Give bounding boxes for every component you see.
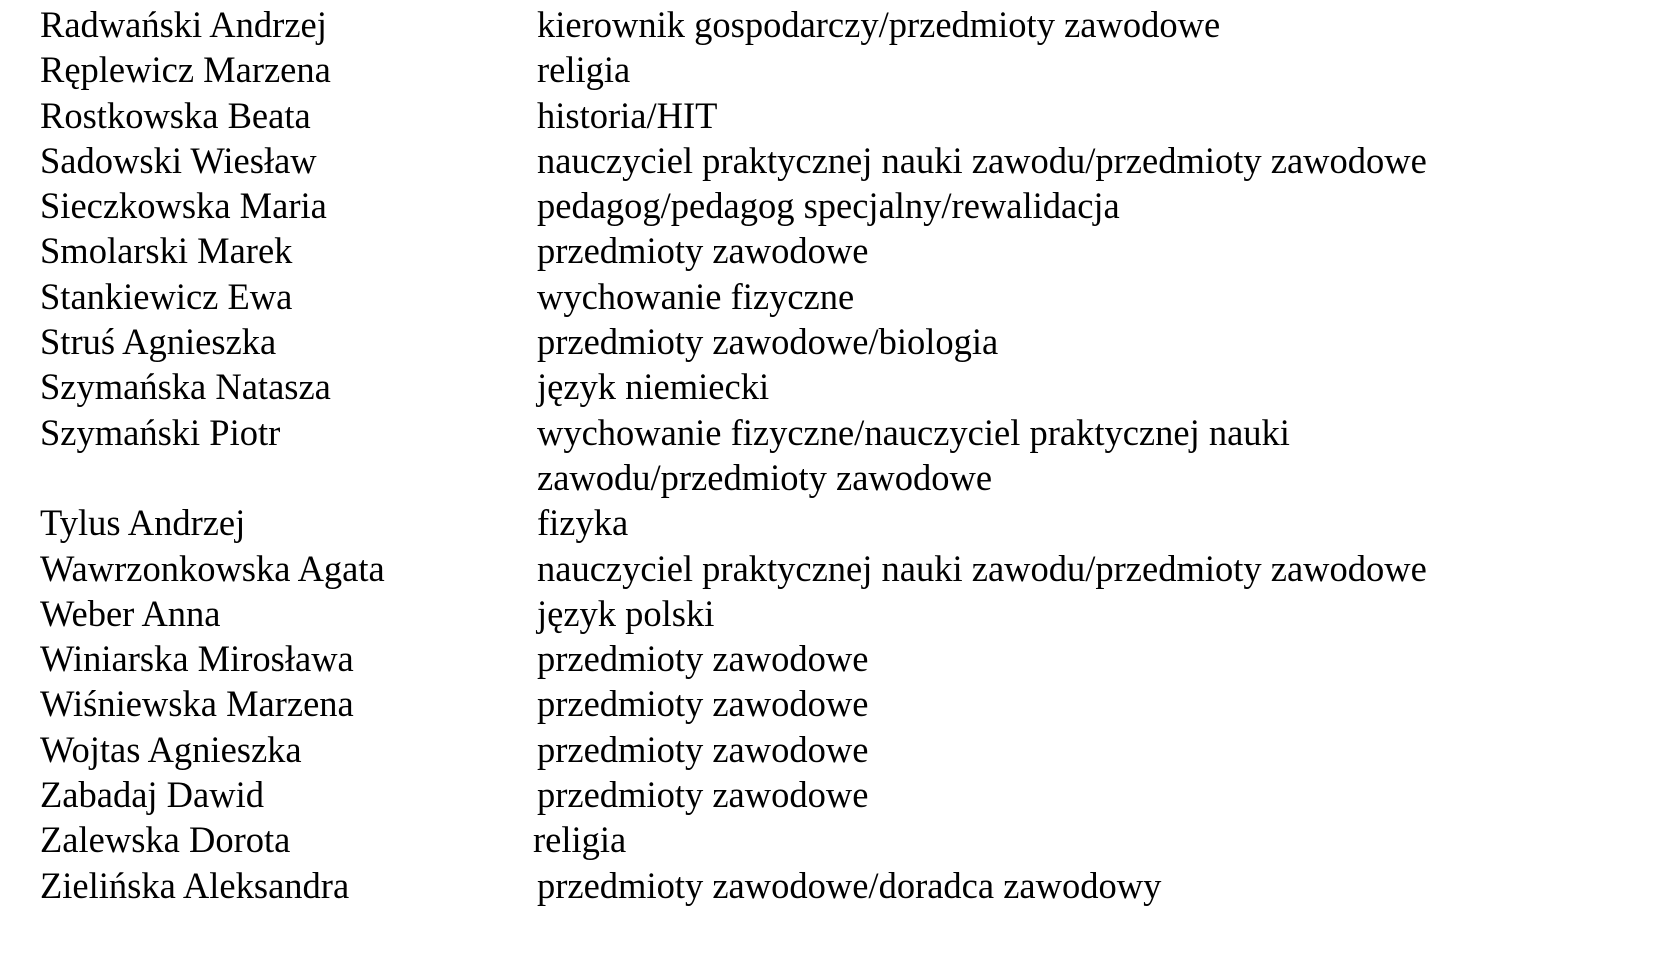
staff-role	[537, 228, 1600, 273]
staff-role-line: przedmioty zawodowe	[537, 774, 869, 816]
staff-row	[40, 410, 1600, 501]
staff-name: Radwański Andrzej	[40, 4, 327, 45]
staff-name: Smolarski Marek	[40, 230, 293, 272]
staff-role	[537, 546, 1600, 591]
staff-row	[40, 591, 1600, 636]
staff-name: Weber Anna	[40, 592, 221, 634]
staff-row	[40, 772, 1600, 817]
staff-role-line: zawodu/przedmioty zawodowe	[537, 456, 993, 498]
staff-list	[40, 2, 1600, 908]
staff-name: Wojtas Agnieszka	[40, 728, 302, 770]
staff-role	[537, 364, 1600, 409]
staff-role	[537, 863, 1600, 908]
staff-row	[40, 319, 1600, 364]
staff-row	[40, 2, 1600, 47]
staff-row	[40, 138, 1600, 183]
staff-name: Sieczkowska Maria	[40, 185, 327, 227]
staff-role	[537, 138, 1600, 183]
staff-name: Ręplewicz Marzena	[40, 49, 331, 91]
staff-role-line: język polski	[537, 592, 715, 634]
staff-role-line: fizyka	[537, 502, 629, 544]
staff-role-line: przedmioty zawodowe	[537, 230, 869, 272]
staff-role	[537, 636, 1600, 681]
staff-role-line: przedmioty zawodowe	[537, 683, 869, 725]
staff-role	[537, 681, 1600, 726]
staff-role	[537, 183, 1600, 228]
staff-row	[40, 863, 1600, 908]
staff-role-line: przedmioty zawodowe/doradca zawodowy	[537, 864, 1162, 906]
staff-row	[40, 93, 1600, 138]
staff-role	[537, 500, 1600, 545]
staff-row	[40, 183, 1600, 228]
staff-row	[40, 546, 1600, 591]
staff-name: Stankiewicz Ewa	[40, 275, 293, 317]
staff-role-line: religia	[533, 819, 627, 861]
staff-name: Wiśniewska Marzena	[40, 683, 354, 725]
staff-row	[40, 364, 1600, 409]
staff-row	[40, 228, 1600, 273]
staff-name: Szymański Piotr	[40, 411, 281, 453]
staff-role	[537, 772, 1600, 817]
staff-row	[40, 636, 1600, 681]
staff-role-line: nauczyciel praktycznej nauki zawodu/przedmioty zawodowe	[537, 139, 1427, 181]
staff-role	[537, 93, 1600, 138]
staff-role	[537, 727, 1600, 772]
staff-row	[40, 47, 1600, 92]
staff-name: Winiarska Mirosława	[40, 638, 354, 680]
staff-name: Tylus Andrzej	[40, 502, 246, 544]
staff-role	[533, 817, 1600, 862]
staff-name: Struś Agnieszka	[40, 321, 277, 363]
staff-role	[537, 591, 1600, 636]
staff-role-line: język niemiecki	[537, 366, 770, 408]
staff-role	[537, 274, 1600, 319]
staff-row	[40, 500, 1600, 545]
staff-role	[537, 410, 1600, 501]
staff-row	[40, 274, 1600, 319]
staff-role	[537, 47, 1600, 92]
staff-role	[537, 319, 1600, 364]
staff-role-line: historia/HIT	[537, 94, 718, 136]
staff-row	[40, 727, 1600, 772]
staff-role-line: religia	[537, 49, 631, 91]
staff-name: Zielińska Aleksandra	[40, 864, 350, 906]
staff-name: Zabadaj Dawid	[40, 774, 264, 816]
staff-role	[537, 2, 1600, 47]
staff-role-line: pedagog/pedagog specjalny/rewalidacja	[537, 185, 1120, 227]
staff-role-line: kierownik gospodarczy/przedmioty zawodowe	[537, 4, 1221, 45]
staff-row	[40, 681, 1600, 726]
staff-role-line: nauczyciel praktycznej nauki zawodu/przedmioty zawodowe	[537, 547, 1427, 589]
staff-role-line: przedmioty zawodowe	[537, 638, 869, 680]
staff-name: Sadowski Wiesław	[40, 139, 317, 181]
staff-name: Szymańska Natasza	[40, 366, 331, 408]
staff-role-line: wychowanie fizyczne/nauczyciel praktycznej nauki	[537, 411, 1290, 453]
staff-role-line: przedmioty zawodowe/biologia	[537, 321, 999, 363]
staff-name: Zalewska Dorota	[40, 819, 291, 861]
staff-name: Rostkowska Beata	[40, 94, 311, 136]
staff-role-line: przedmioty zawodowe	[537, 728, 869, 770]
staff-row	[40, 817, 1600, 862]
staff-role-line: wychowanie fizyczne	[537, 275, 855, 317]
staff-name: Wawrzonkowska Agata	[40, 547, 385, 589]
